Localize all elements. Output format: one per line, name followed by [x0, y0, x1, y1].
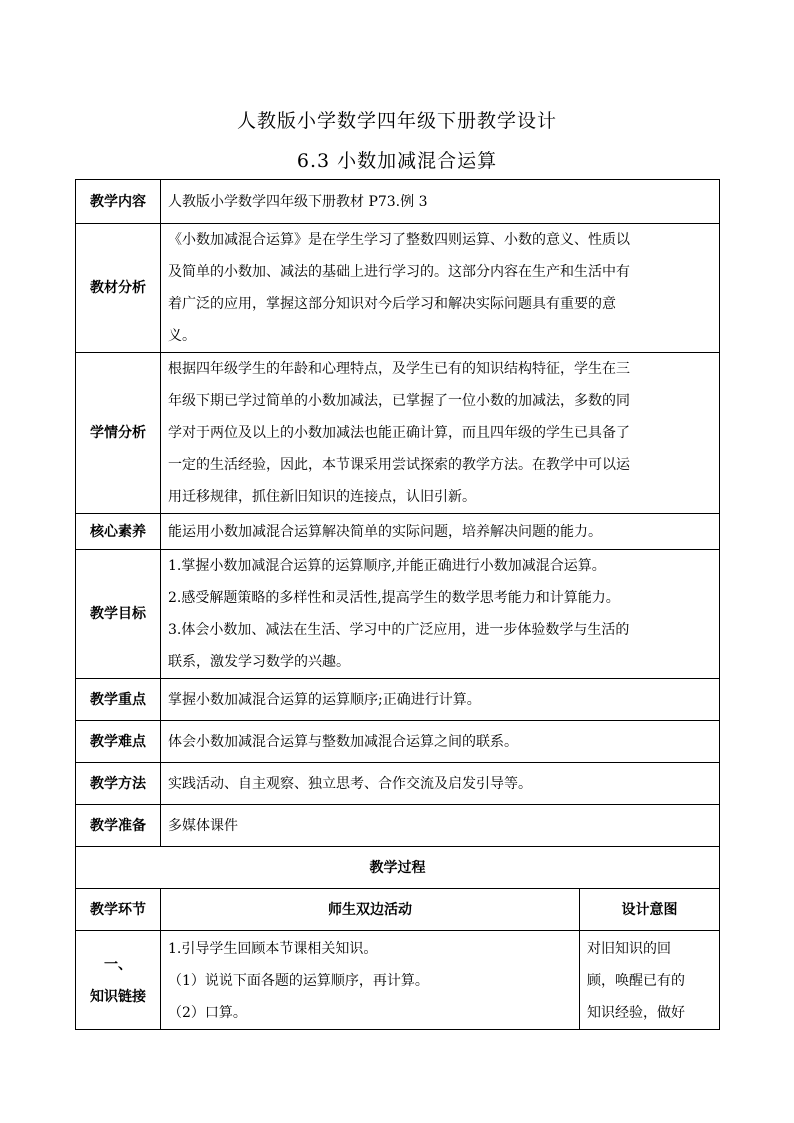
- row-method: [76, 763, 720, 805]
- column-activity: 师生双边活动: [161, 889, 580, 931]
- stage-1-activity: [161, 931, 580, 1030]
- label-difficulty: 教学难点: [76, 721, 161, 763]
- value-method: 实践活动、自主观察、独立思考、合作交流及启发引导等。: [161, 763, 720, 805]
- label-students: 学情分析: [76, 353, 161, 514]
- students-line: 一定的生活经验，因此，本节课采用尝试探索的教学方法。在教学中可以运: [168, 457, 630, 473]
- stage-1-cell: [76, 931, 161, 1030]
- analysis-line: 义。: [168, 328, 196, 344]
- activity-line: （1）说说下面各题的运算顺序，再计算。: [168, 973, 429, 989]
- activity-line: （2）口算。: [168, 1005, 247, 1021]
- row-stage-1: [76, 931, 720, 1030]
- label-prep: 教学准备: [76, 805, 161, 847]
- goals-line: 联系，激发学习数学的兴趣。: [168, 654, 350, 670]
- intent-line: 顾，唤醒已有的: [587, 973, 685, 989]
- analysis-line: 《小数加减混合运算》是在学生学习了整数四则运算、小数的意义、性质以: [168, 232, 630, 248]
- label-goals: 教学目标: [76, 550, 161, 679]
- label-method: 教学方法: [76, 763, 161, 805]
- analysis-line: 及简单的小数加、减法的基础上进行学习的。这部分内容在生产和生活中有: [168, 264, 630, 280]
- stage-1-number: 一、: [104, 957, 132, 973]
- stage-1-intent: [580, 931, 720, 1030]
- stage-1-name: 知识链接: [90, 989, 146, 1005]
- process-header: 教学过程: [76, 847, 720, 889]
- activity-line: 1.引导学生回顾本节课相关知识。: [168, 941, 378, 957]
- lesson-plan-table: [75, 179, 720, 1030]
- students-line: 学对于两位及以上的小数加减法也能正确计算，而且四年级的学生已具备了: [168, 425, 630, 441]
- value-literacy: 能运用小数加减混合运算解决简单的实际问题，培养解决问题的能力。: [161, 514, 720, 550]
- intent-line: 对旧知识的回: [587, 941, 671, 957]
- students-line: 年级下期已学过简单的小数加减法，已掌握了一位小数的加减法，多数的同: [168, 393, 630, 409]
- row-process-header: [76, 847, 720, 889]
- row-difficulty: [76, 721, 720, 763]
- value-prep: 多媒体课件: [161, 805, 720, 847]
- label-content: 教学内容: [76, 180, 161, 224]
- value-students: [161, 353, 720, 514]
- value-content: 人教版小学数学四年级下册教材 P73.例 3: [161, 180, 720, 224]
- value-analysis: [161, 224, 720, 353]
- analysis-line: 着广泛的应用，掌握这部分知识对今后学习和解决实际问题具有重要的意: [168, 296, 616, 312]
- goals-line: 2.感受解题策略的多样性和灵活性,提高学生的数学思考能力和计算能力。: [168, 590, 620, 606]
- document-subtitle: 6.3 小数加减混合运算: [296, 150, 498, 172]
- row-prep: [76, 805, 720, 847]
- students-line: 用迁移规律，抓住新旧知识的连接点，认旧引新。: [168, 489, 476, 505]
- row-students: [76, 353, 720, 514]
- row-goals: [76, 550, 720, 679]
- row-analysis: [76, 224, 720, 353]
- students-line: 根据四年级学生的年龄和心理特点，及学生已有的知识结构特征，学生在三: [168, 361, 630, 377]
- label-key: 教学重点: [76, 679, 161, 721]
- column-stage: 教学环节: [76, 889, 161, 931]
- value-goals: [161, 550, 720, 679]
- goals-line: 1.掌握小数加减混合运算的运算顺序,并能正确进行小数加减混合运算。: [168, 558, 606, 574]
- value-key: 掌握小数加减混合运算的运算顺序;正确进行计算。: [161, 679, 720, 721]
- row-literacy: [76, 514, 720, 550]
- goals-line: 3.体会小数加、减法在生活、学习中的广泛应用，进一步体验数学与生活的: [168, 622, 630, 638]
- value-difficulty: 体会小数加减混合运算与整数加减混合运算之间的联系。: [161, 721, 720, 763]
- row-process-columns: [76, 889, 720, 931]
- intent-line: 知识经验，做好: [587, 1005, 685, 1021]
- label-analysis: 教材分析: [76, 224, 161, 353]
- label-literacy: 核心素养: [76, 514, 161, 550]
- column-intent: 设计意图: [580, 889, 720, 931]
- row-content: [76, 180, 720, 224]
- document-title: 人教版小学数学四年级下册教学设计: [236, 110, 557, 132]
- row-key: [76, 679, 720, 721]
